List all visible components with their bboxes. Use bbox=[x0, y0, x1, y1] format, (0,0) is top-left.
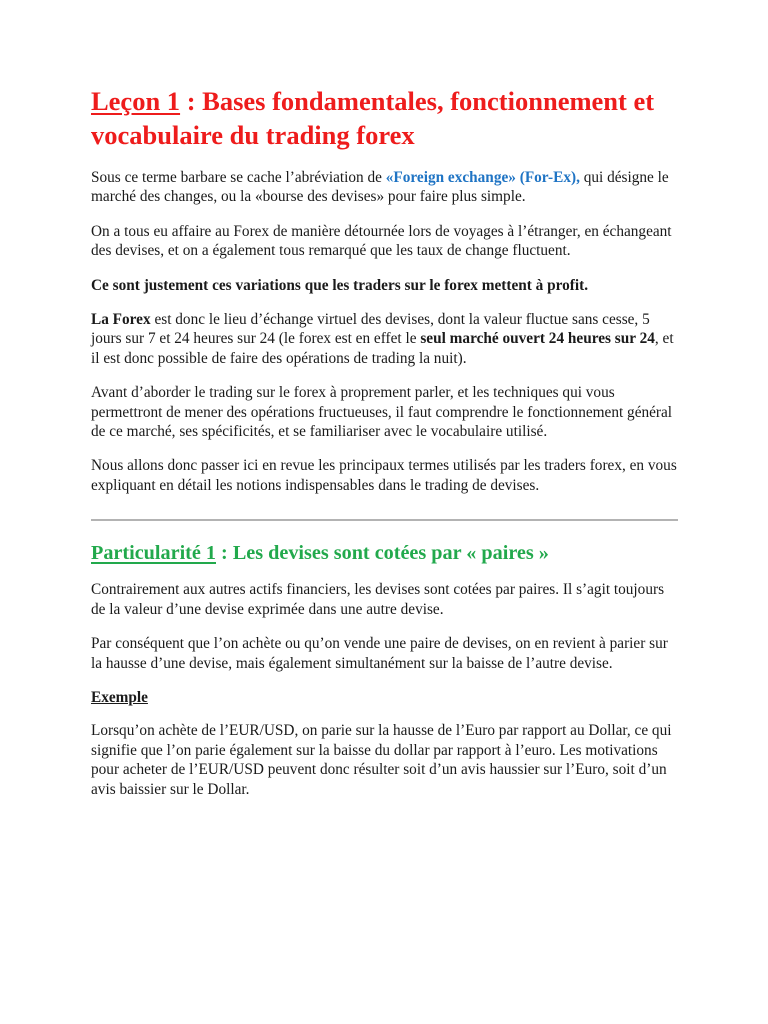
section1-paragraph-2: Par conséquent que l’on achète ou qu’on vende une paire de devises, on en revient à parier sur la hausse d’une devise, mais également simultanément sur la baisse de l’autre devise. bbox=[91, 635, 668, 672]
lesson-title-lead: Leçon 1 bbox=[91, 86, 181, 116]
intro-paragraph-2: On a tous eu affaire au Forex de manière détournée lors de voyages à l’étranger, en échangeant des devises, et on a également tous remarqué que les taux de change fluctuent. bbox=[91, 222, 672, 260]
intro-paragraph-5: Avant d’aborder le trading sur le forex à proprement parler, et les techniques qui vous permettront de mener des opérations fructueuses, il faut comprendre le fonctionnement général de ce marché, ses spécificités, et se familiariser avec le vocabulaire utilisé. bbox=[91, 384, 673, 441]
section1-paragraph-1: Contrairement aux autres actifs financiers, les devises sont cotées par paires. Il s’agit toujours de la valeur d’une devise exprimée dans une autre devise. bbox=[91, 581, 665, 618]
intro-p1-after: qui désigne le marché des changes, ou la «bourse des devises» pour faire plus simple. bbox=[91, 169, 669, 206]
intro-p4-mid: est donc le lieu d’échange virtuel des devises, dont la valeur fluctue sans cesse, 5 jours sur 7 et 24 heures sur 24 (le forex est en effet le bbox=[91, 311, 650, 348]
intro-paragraph-3: Ce sont justement ces variations que les traders sur le forex mettent à profit. bbox=[91, 276, 589, 294]
section1-heading bbox=[91, 540, 681, 566]
section1-heading-rest: : Les devises sont cotées par « paires » bbox=[216, 542, 549, 565]
document-page bbox=[91, 84, 681, 813]
intro-paragraph-4 bbox=[91, 310, 681, 368]
example-heading: Exemple bbox=[91, 688, 148, 706]
intro-p1-before: Sous ce terme barbare se cache l’abréviation de bbox=[91, 169, 386, 186]
intro-p4-end: , et il est donc possible de faire des opérations de trading la nuit). bbox=[91, 330, 674, 367]
intro-paragraph-1 bbox=[91, 168, 681, 207]
lesson-title bbox=[91, 84, 681, 152]
section-divider bbox=[91, 519, 678, 521]
intro-p4-bold-open: seul marché ouvert 24 heures sur 24 bbox=[420, 330, 655, 348]
intro-paragraph-6: Nous allons donc passer ici en revue les principaux termes utilisés par les traders forex, en vous expliquant en détail les notions indispensables dans le trading de devises. bbox=[91, 457, 677, 494]
foreign-exchange-highlight: «Foreign exchange» (For-Ex), bbox=[385, 169, 580, 186]
section1-heading-lead: Particularité 1 bbox=[91, 542, 216, 565]
intro-p4-bold-forex: La Forex bbox=[91, 311, 151, 329]
example-paragraph: Lorsqu’on achète de l’EUR/USD, on parie sur la hausse de l’Euro par rapport au Dollar, ce qui signifie que l’on parie également sur la baisse du dollar par rapport à l’euro. Les motivations pour acheter de l’EUR/USD peuvent donc résulter soit d’un avis haussier sur l’Euro, soit d’un avis baissier sur le Dollar. bbox=[91, 722, 672, 798]
lesson-title-rest: : Bases fondamentales, fonctionnement et vocabulaire du trading forex bbox=[91, 86, 655, 150]
